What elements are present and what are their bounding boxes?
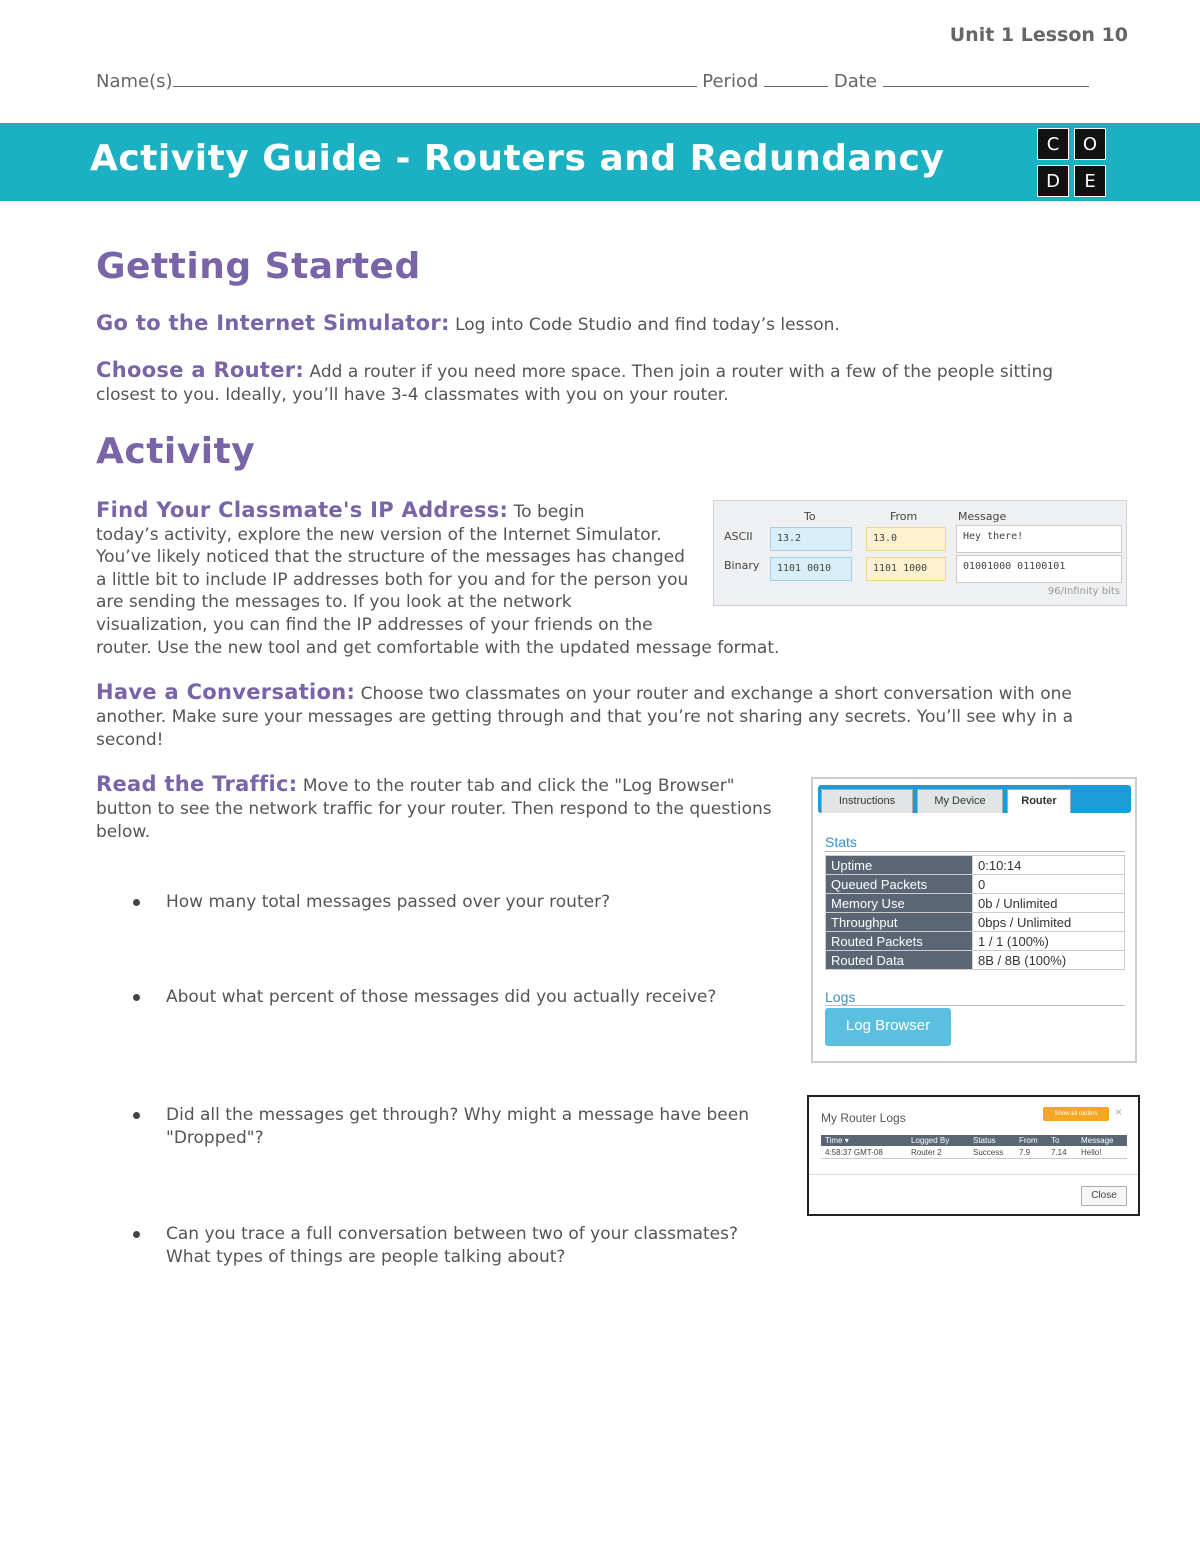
traffic-paragraph	[96, 773, 786, 844]
name-period-date-line	[96, 70, 1089, 92]
router-panel	[811, 777, 1137, 1063]
stats-row	[826, 951, 1125, 970]
find-ip-line: To begin	[508, 502, 585, 522]
col-from: From	[1019, 1136, 1038, 1145]
col-time[interactable]: Time ▾	[825, 1136, 849, 1145]
stats-table	[825, 855, 1125, 970]
row-ascii-label: ASCII	[724, 530, 753, 543]
bits-counter: 96/Infinity bits	[1047, 586, 1120, 597]
name-blank	[173, 70, 697, 87]
logs-label: Logs	[825, 989, 856, 1005]
stat-value: 0:10:14	[973, 856, 1125, 875]
stats-row	[826, 932, 1125, 951]
col-to-label: To	[804, 510, 816, 523]
col-from-label: From	[890, 510, 918, 523]
stat-key: Routed Packets	[826, 932, 973, 951]
go-to-simulator-label: Go to the Internet Simulator:	[96, 311, 450, 335]
period-label: Period	[702, 71, 759, 92]
col-message: Message	[1081, 1136, 1114, 1145]
bullet-dot	[133, 1112, 140, 1119]
bullet-dot	[133, 1231, 140, 1238]
date-label: Date	[833, 71, 877, 92]
logo-letter: D	[1037, 165, 1069, 197]
name-label: Name(s)	[96, 71, 173, 92]
message-ascii-field[interactable]: Hey there!	[956, 525, 1122, 553]
table-row	[821, 1147, 1127, 1159]
from-binary-field[interactable]: 1101 1000	[866, 557, 946, 581]
tab-my-device[interactable]: My Device	[917, 789, 1003, 813]
router-logs-panel	[807, 1095, 1140, 1216]
show-all-routers-button[interactable]: Show all routers	[1043, 1107, 1109, 1121]
date-blank	[883, 70, 1089, 87]
question-item: Can you trace a full conversation between two of your classmates? What types of things are people talking about?	[166, 1224, 738, 1267]
stats-row	[826, 913, 1125, 932]
col-to: To	[1051, 1136, 1060, 1145]
logo-letter: E	[1074, 165, 1106, 197]
find-ip-line: today’s activity, explore the new version of the Internet Simulator.	[96, 524, 662, 545]
stat-value: 1 / 1 (100%)	[973, 932, 1125, 951]
find-ip-line: are sending the messages to. If you look at the network	[96, 592, 572, 613]
tab-instructions[interactable]: Instructions	[821, 789, 913, 813]
conversation-paragraph	[96, 681, 1126, 752]
cell-message: Hello!	[1081, 1148, 1102, 1157]
cell-logged-by: Router 2	[911, 1148, 942, 1157]
footer-divider	[809, 1174, 1138, 1175]
log-browser-button[interactable]: Log Browser	[825, 1008, 951, 1046]
unit-lesson-label: Unit 1 Lesson 10	[949, 24, 1128, 46]
stat-value: 8B / 8B (100%)	[973, 951, 1125, 970]
col-message-label: Message	[958, 510, 1007, 523]
bullet-dot	[133, 994, 140, 1001]
cell-time: 4:58:37 GMT-08	[825, 1148, 883, 1157]
logs-title: My Router Logs	[821, 1111, 906, 1125]
row-binary-label: Binary	[724, 559, 760, 572]
getting-started-heading: Getting Started	[96, 246, 421, 287]
logs-table-header	[821, 1135, 1127, 1146]
choose-router-label: Choose a Router:	[96, 358, 305, 382]
tab-router[interactable]: Router	[1007, 789, 1071, 813]
cell-to: 7.14	[1051, 1148, 1067, 1157]
page-title: Activity Guide - Routers and Redundancy	[90, 138, 945, 179]
period-blank	[764, 70, 828, 87]
cell-status: Success	[973, 1148, 1004, 1157]
traffic-label: Read the Traffic:	[96, 772, 298, 796]
find-ip-line: You’ve likely noticed that the structure of the messages has changed	[96, 547, 685, 568]
logs-divider	[825, 1005, 1125, 1006]
stats-divider	[825, 851, 1125, 852]
find-ip-paragraph	[96, 499, 816, 659]
question-item: How many total messages passed over your router?	[166, 892, 611, 912]
go-to-simulator-paragraph	[96, 312, 1106, 337]
stats-row	[826, 856, 1125, 875]
stat-key: Throughput	[826, 913, 973, 932]
find-ip-line: visualization, you can find the IP addresses of your friends on the	[96, 614, 653, 635]
stats-row	[826, 875, 1125, 894]
code-logo	[1037, 128, 1107, 198]
choose-router-text: Add a router if you need more space. Then join a router with a few of the people sitting closest to you. Ideally, you’ll have 3-4 classmates with you on your router.	[96, 362, 1054, 405]
from-ascii-field[interactable]: 13.0	[866, 527, 946, 551]
find-ip-line: router. Use the new tool and get comfortable with the updated message format.	[96, 637, 780, 658]
stats-label: Stats	[825, 834, 857, 850]
stats-row	[826, 894, 1125, 913]
to-ascii-field[interactable]: 13.2	[770, 527, 852, 551]
logo-letter: O	[1074, 128, 1106, 160]
close-icon[interactable]: ×	[1115, 1105, 1123, 1119]
col-status: Status	[973, 1136, 996, 1145]
stat-key: Memory Use	[826, 894, 973, 913]
logo-letter: C	[1037, 128, 1069, 160]
to-binary-field[interactable]: 1101 0010	[770, 557, 852, 581]
message-panel	[713, 500, 1127, 606]
traffic-text: Move to the router tab and click the "Log Browser" button to see the network traffic for your router. Then respond to the questions below.	[96, 776, 772, 842]
question-item: About what percent of those messages did you actually receive?	[166, 987, 717, 1007]
conversation-label: Have a Conversation:	[96, 680, 356, 704]
conversation-text: Choose two classmates on your router and exchange a short conversation with one another. Make sure your messages are getting through and that you’re not sharing any secrets. You’ll see why in a second!	[96, 684, 1074, 750]
cell-from: 7.9	[1019, 1148, 1031, 1157]
stat-value: 0	[973, 875, 1125, 894]
col-logged-by: Logged By	[911, 1136, 950, 1145]
find-ip-line: a little bit to include IP addresses both for you and for the person you	[96, 569, 689, 590]
stat-key: Routed Data	[826, 951, 973, 970]
message-binary-field[interactable]: 01001000 01100101	[956, 555, 1122, 583]
go-to-simulator-text: Log into Code Studio and find today’s lesson.	[449, 315, 840, 335]
stat-value: 0bps / Unlimited	[973, 913, 1125, 932]
question-item: Did all the messages get through? Why might a message have been "Dropped"?	[166, 1105, 749, 1148]
stat-key: Queued Packets	[826, 875, 973, 894]
stat-value: 0b / Unlimited	[973, 894, 1125, 913]
close-button[interactable]: Close	[1081, 1186, 1127, 1206]
activity-heading: Activity	[96, 431, 256, 472]
find-ip-label: Find Your Classmate's IP Address:	[96, 498, 509, 522]
bullet-dot	[133, 899, 140, 906]
stat-key: Uptime	[826, 856, 973, 875]
choose-router-paragraph	[96, 359, 1106, 407]
